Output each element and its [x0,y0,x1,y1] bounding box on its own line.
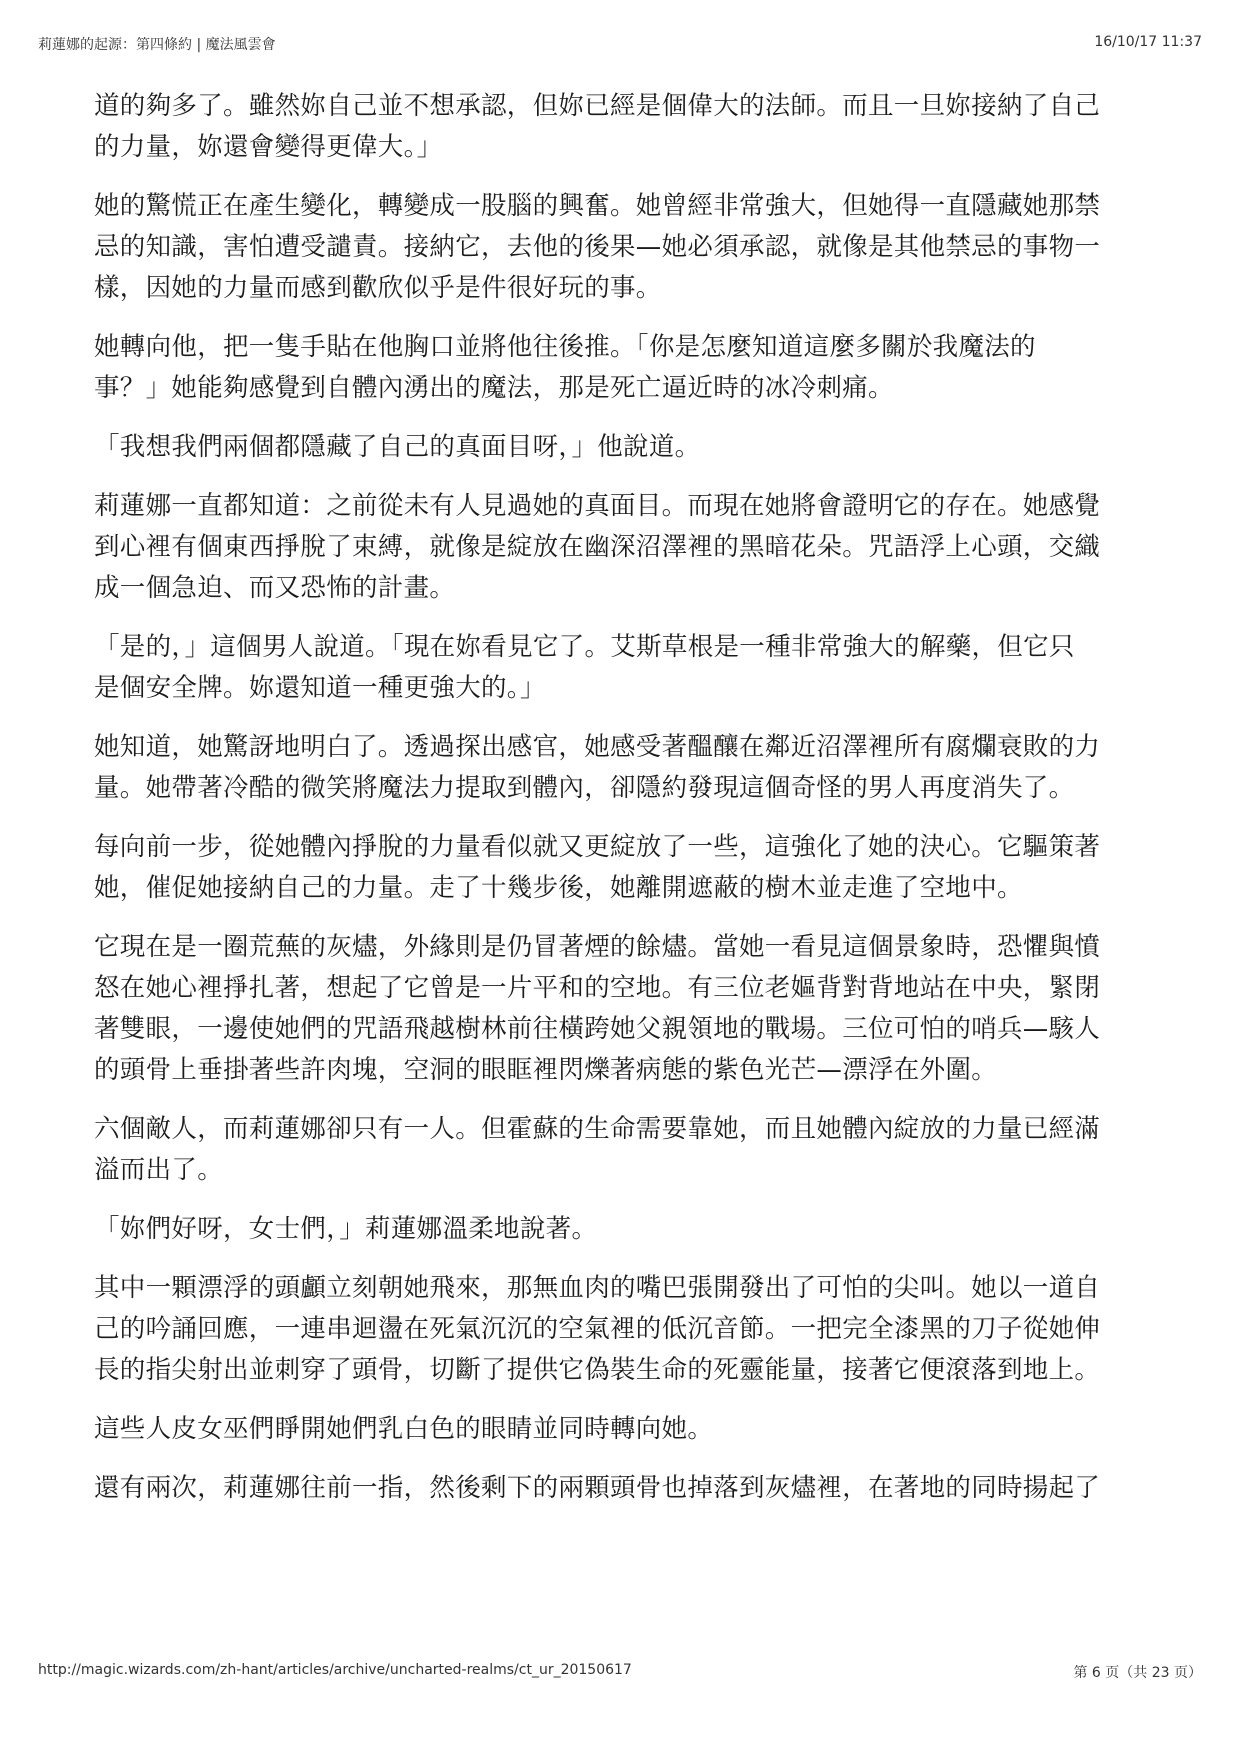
print-header [38,34,1202,54]
print-datetime: 16/10/17 11:37 [1094,34,1202,50]
paragraph: 六個敵人，而莉蓮娜卻只有一人。但霍蘇的生命需要靠她，而且她體內綻放的力量已經滿 溢而出了。 [94,1114,1101,1185]
paragraph: 它現在是一圈荒蕪的灰燼，外緣則是仍冒著煙的餘燼。當她一看見這個景象時，恐懼與憤 怒在她心裡掙扎著，想起了它曾是一片平和的空地。有三位老嫗背對背地站在中央，緊閉 著雙眼，一邊使她們的咒語飛越樹林前往橫跨她父親領地的戰場。三位可怕的哨兵—駭人 的頭骨上垂掛著些許肉塊，空洞的眼眶裡閃爍著病態的紫色光芒—漂浮在外圍。 [94,932,1101,1085]
page-counter: 第 6 页（共 23 页） [1073,1665,1202,1681]
paragraph: 「妳們好呀，女士們，」莉蓮娜溫柔地說著。 [94,1214,598,1244]
document-title: 莉蓮娜的起源：第四條約 | 魔法風雲會 [38,37,276,53]
print-footer [38,1662,1202,1682]
paragraph: 她轉向他，把一隻手貼在他胸口並將他往後推。「你是怎麼知道這麼多關於我魔法的 事？」她能夠感覺到自體內湧出的魔法，那是死亡逼近時的冰冷刺痛。 [94,332,1036,403]
paragraph: 每向前一步，從她體內掙脫的力量看似就又更綻放了一些，這強化了她的決心。它驅策著 她，催促她接納自己的力量。走了十幾步後，她離開遮蔽的樹木並走進了空地中。 [94,832,1101,903]
paragraph: 她的驚慌正在產生變化，轉變成一股腦的興奮。她曾經非常強大，但她得一直隱藏她那禁 忌的知識，害怕遭受譴責。接納它，去他的後果—她必須承認，就像是其他禁忌的事物一 樣，因她的力量而感到歡欣似乎是件很好玩的事。 [94,191,1101,303]
paragraph: 道的夠多了。雖然妳自己並不想承認，但妳已經是個偉大的法師。而且一旦妳接納了自己 的力量，妳還會變得更偉大。」 [94,91,1101,162]
paragraph: 她知道，她驚訝地明白了。透過探出感官，她感受著醞釀在鄰近沼澤裡所有腐爛衰敗的力 量。她帶著冷酷的微笑將魔法力提取到體內，卻隱約發現這個奇怪的男人再度消失了。 [94,732,1101,803]
paragraph: 莉蓮娜一直都知道：之前從未有人見過她的真面目。而現在她將會證明它的存在。她感覺 到心裡有個東西掙脫了束縛，就像是綻放在幽深沼澤裡的黑暗花朵。咒語浮上心頭，交織 成一個急迫、而又恐怖的計畫。 [94,491,1101,603]
paragraph: 這些人皮女巫們睜開她們乳白色的眼睛並同時轉向她。 [94,1414,714,1444]
page-url: http://magic.wizards.com/zh-hant/articles/archive/uncharted-realms/ct_ur_20150617 [38,1662,632,1678]
article-body [94,86,1148,1509]
paragraph: 「我想我們兩個都隱藏了自己的真面目呀，」他說道。 [94,432,701,462]
paragraph: 「是的，」這個男人說道。「現在妳看見它了。艾斯草根是一種非常強大的解藥，但它只 是個安全牌。妳還知道一種更強大的。」 [94,632,1075,703]
paragraph: 其中一顆漂浮的頭顱立刻朝她飛來，那無血肉的嘴巴張開發出了可怕的尖叫。她以一道自 己的吟誦回應，一連串迴盪在死氣沉沉的空氣裡的低沉音節。一把完全漆黑的刀子從她伸 長的指尖射出並刺穿了頭骨，切斷了提供它偽裝生命的死靈能量，接著它便滾落到地上。 [94,1273,1101,1385]
paragraph: 還有兩次，莉蓮娜往前一指，然後剩下的兩顆頭骨也掉落到灰燼裡，在著地的同時揚起了 [94,1473,1101,1503]
